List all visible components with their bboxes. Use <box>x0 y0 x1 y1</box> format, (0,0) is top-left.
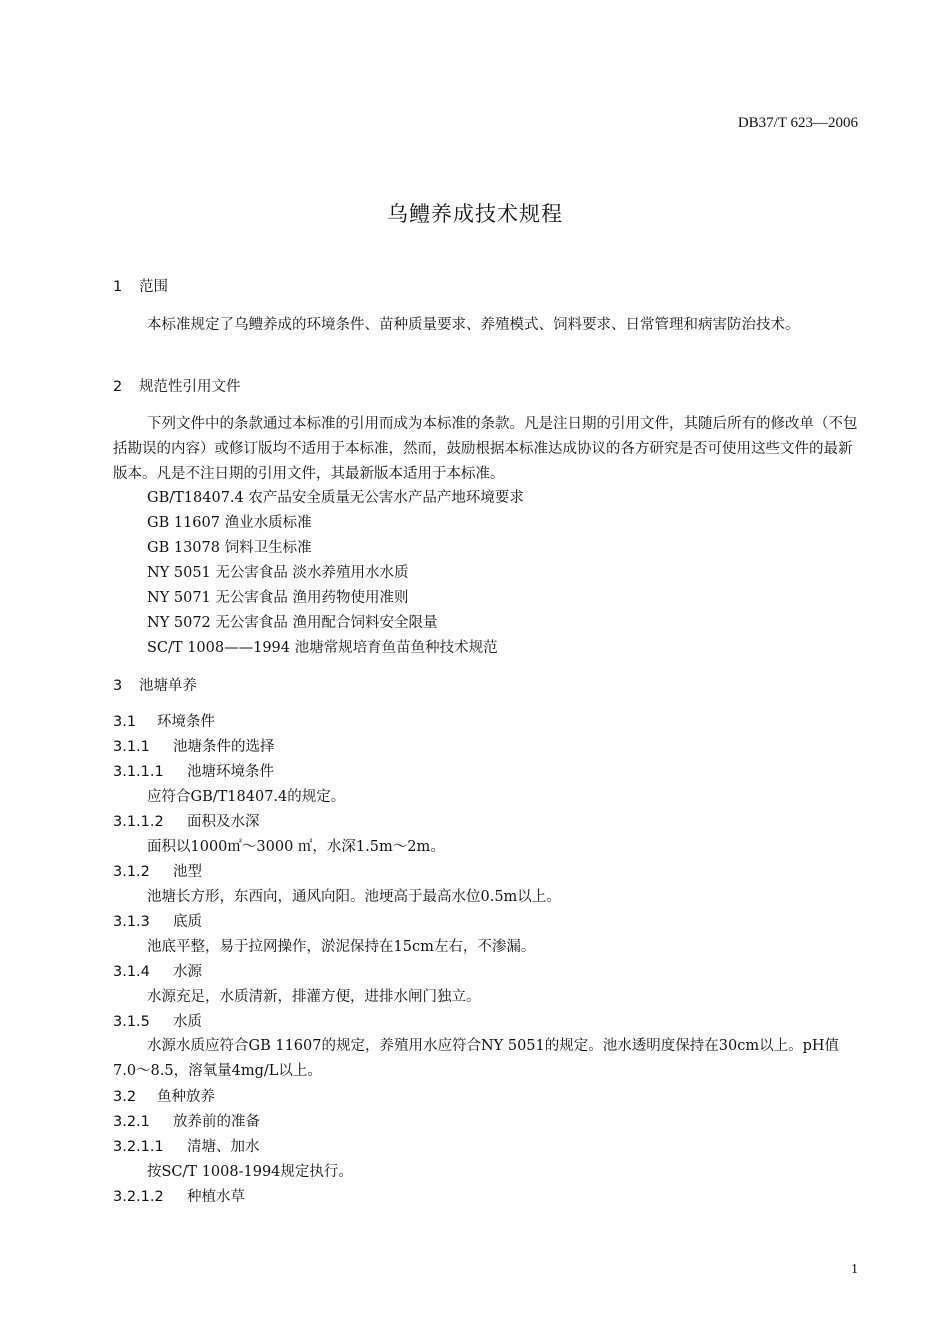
section-title: 清塘、加水 <box>187 1139 260 1155</box>
section-number: 3.1.4 <box>113 964 150 980</box>
section-heading <box>113 712 215 732</box>
section-heading <box>113 912 202 932</box>
section-number: 3 <box>113 678 123 694</box>
section-number: 3.2.1.1 <box>113 1139 164 1155</box>
section-body: 下列文件中的条款通过本标准的引用而成为本标准的条款。凡是注日期的引用文件，其随后所有的修改单（不包括勘误的内容）或修订版均不适用于本标准，然而，鼓励根据本标准达成协议的各方研究是否可使用这些文件的最新版本。凡是不注日期的引用文件，其最新版本适用于本标准。 <box>113 416 858 482</box>
page-title: 乌鳢养成技术规程 <box>387 202 563 226</box>
section-body: 本标准规定了乌鳢养成的环境条件、苗种质量要求、养殖模式、饲料要求、日常管理和病害防治技术。 <box>147 317 800 333</box>
section-body: 面积以1000㎡～3000 ㎡，水深1.5m～2m。 <box>147 839 445 855</box>
section-number: 2 <box>113 379 123 395</box>
section-number: 1 <box>113 279 123 295</box>
section-heading <box>113 1187 245 1207</box>
section-heading <box>113 762 274 782</box>
section-title: 放养前的准备 <box>173 1114 260 1130</box>
section-heading <box>113 377 241 397</box>
section-title: 规范性引用文件 <box>139 379 241 395</box>
section-heading <box>113 1112 260 1132</box>
section-title: 水源 <box>173 964 202 980</box>
section-title: 环境条件 <box>157 714 215 730</box>
section-number: 3.2 <box>113 1089 137 1105</box>
section-title: 水质 <box>173 1014 202 1030</box>
reference-item: SC/T 1008——1994 池塘常规培育鱼苗鱼种技术规范 <box>147 640 498 656</box>
section-heading <box>113 277 168 297</box>
section-title: 面积及水深 <box>187 814 260 830</box>
section-number: 3.1.1.2 <box>113 814 164 830</box>
section-number: 3.1 <box>113 714 137 730</box>
section-heading <box>113 862 202 882</box>
section-title: 池塘条件的选择 <box>173 739 275 755</box>
section-body: 水源水质应符合GB 11607的规定，养殖用水应符合NY 5051的规定。池水透明度保持在30cm以上。pH值7.0～8.5，溶氧量4mg/L以上。 <box>113 1038 839 1079</box>
section-body: 应符合GB/T18407.4的规定。 <box>147 789 346 805</box>
section-number: 3.1.3 <box>113 914 150 930</box>
section-number: 3.2.1.2 <box>113 1189 164 1205</box>
section-heading <box>113 676 197 696</box>
section-heading <box>113 1137 260 1157</box>
reference-item: GB 13078 饲料卫生标准 <box>147 540 312 556</box>
section-title: 底质 <box>173 914 202 930</box>
section-title: 范围 <box>139 279 168 295</box>
section-heading <box>113 737 275 757</box>
section-number: 3.2.1 <box>113 1114 150 1130</box>
section-body: 池底平整，易于拉网操作，淤泥保持在15cm左右，不渗漏。 <box>147 939 536 955</box>
reference-item: GB 11607 渔业水质标准 <box>147 515 312 531</box>
reference-item: NY 5072 无公害食品 渔用配合饲料安全限量 <box>147 615 438 631</box>
section-title: 种植水草 <box>187 1189 245 1205</box>
section-number: 3.1.5 <box>113 1014 150 1030</box>
section-title: 鱼种放养 <box>157 1089 215 1105</box>
reference-item: GB/T18407.4 农产品安全质量无公害水产品产地环境要求 <box>147 490 524 506</box>
section-number: 3.1.2 <box>113 864 150 880</box>
section-heading <box>113 1012 202 1032</box>
reference-item: NY 5071 无公害食品 渔用药物使用准则 <box>147 590 409 606</box>
section-title: 池塘单养 <box>139 678 197 694</box>
section-heading <box>113 962 202 982</box>
section-body: 水源充足，水质清新，排灌方便，进排水闸门独立。 <box>147 989 481 1005</box>
document-code: DB37/T 623—2006 <box>737 115 858 131</box>
section-heading <box>113 812 260 832</box>
section-body: 按SC/T 1008-1994规定执行。 <box>147 1164 353 1180</box>
section-heading <box>113 1087 215 1107</box>
section-number: 3.1.1.1 <box>113 764 164 780</box>
section-title: 池型 <box>173 864 202 880</box>
section-body: 池塘长方形，东西向，通风向阳。池埂高于最高水位0.5m以上。 <box>147 889 561 905</box>
section-title: 池塘环境条件 <box>187 764 274 780</box>
section-number: 3.1.1 <box>113 739 150 755</box>
reference-item: NY 5051 无公害食品 淡水养殖用水水质 <box>147 565 409 581</box>
page-number: 1 <box>851 1262 858 1277</box>
